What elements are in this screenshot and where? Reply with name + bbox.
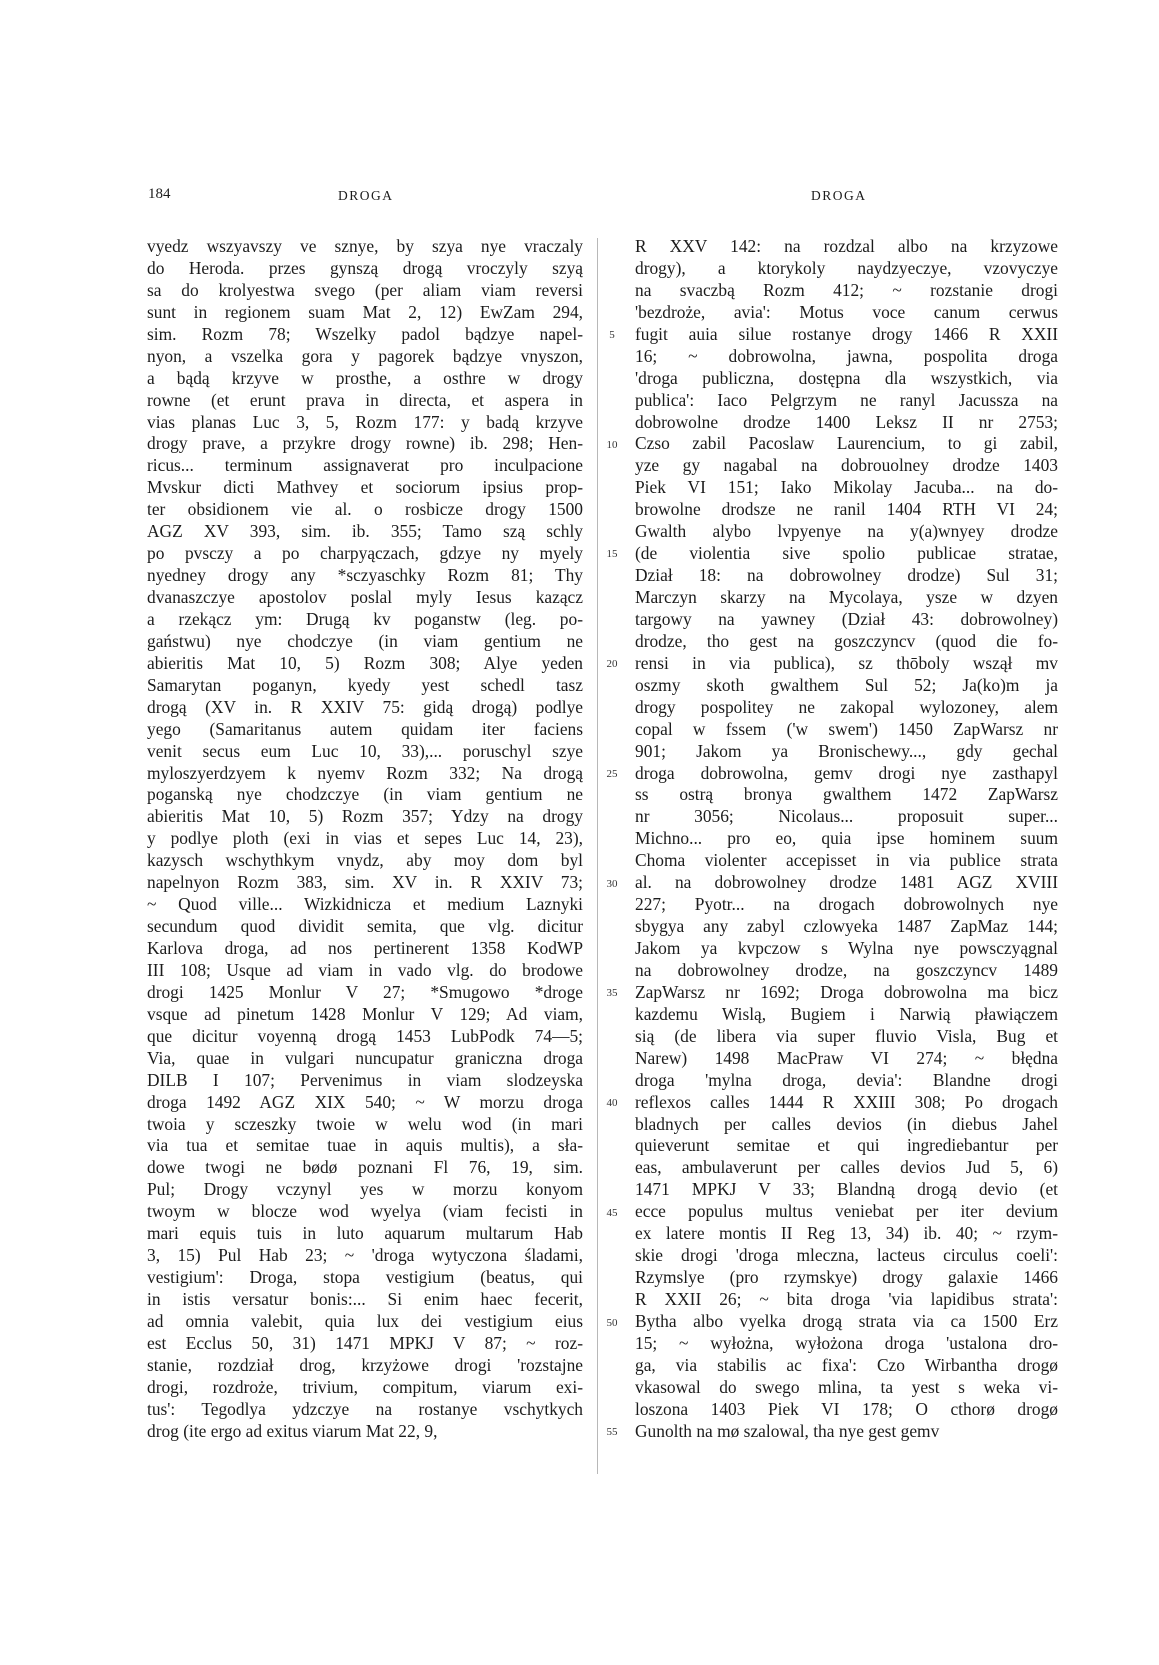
text-line: Michno... pro eo, quia ipse hominem suum [635,828,1058,849]
text-line: Via, quae in vulgari nuncupatur graniczna droga [147,1047,583,1068]
text-line: twoym w blocze wod wyelya (viam fecisti in [147,1201,583,1222]
text-line: drodze, tho gest na goszczyncv (quod die fo- [635,630,1058,651]
text-line: droga dobrowolna, gemv drogi nye zasthapyl [635,762,1058,783]
text-line: sbygya any zabyl czlowyeka 1487 ZapMaz 144; [635,916,1058,937]
text-line: dowe twogi ne bødø poznani Fl 76, 19, sim. [147,1157,583,1178]
text-line: do Heroda. przes gynszą drogą vroczyly szyą [147,257,583,278]
text-line: abieritis Mat 10, 5) Rozm 308; Alye yeden [147,652,583,673]
text-line: abieritis Mat 10, 5) Rozm 357; Ydzy na drogy [147,806,583,827]
text-line: III 108; Usque ad viam in vado vlg. do brodowe [147,959,583,980]
text-line: droga 1492 AGZ XIX 540; ~ W morzu droga [147,1091,583,1112]
text-line: nr 3056; Nicolaus... proposuit super... [635,806,1058,827]
text-line: drogy), a ktorykoly naydzyeczye, vzovyczye [635,257,1058,278]
line-number: 15 [606,548,618,561]
text-line: R XXV 142: na rozdzal albo na krzyzowe [635,236,1058,256]
text-line: drogi, rozdroże, trivium, compitum, viarum exi- [147,1376,583,1397]
text-line: ecce populus multus veniebat per iter devium [635,1201,1058,1222]
text-line: Czso zabil Pacoslaw Laurencium, to gi zabil, [635,433,1058,454]
text-line: 901; Jakom ya Bronischewy..., gdy gechal [635,740,1058,761]
text-line: AGZ XV 393, sim. ib. 355; Tamo szą schly [147,521,583,542]
text-line: reflexos calles 1444 R XXIII 308; Po drogach [635,1091,1058,1112]
text-line: dobrowolne drodze 1400 Leksz II nr 2753; [635,411,1058,432]
text-line: vkasowal do swego mlina, ta yest s weka vi- [635,1376,1058,1397]
text-line: a bądą krzyve w prosthe, a osthre w drogy [147,367,583,388]
text-line: dvanaszczye apostolov poslal myly Iesus kazącz [147,587,583,607]
text-line: mari equis tuis in luto aquarum multarum Hab [147,1223,583,1244]
running-head-right: DROGA [811,188,867,203]
text-line: que dicitur voyenną drogą 1453 LubPodk 74—5; [147,1025,583,1046]
text-line: Bytha albo vyelka drogą strata via ca 1500 Erz [635,1310,1058,1331]
text-line: drogy prave, a przykre drogy rowne) ib. 298; Hen- [147,433,583,454]
text-line: R XXII 26; ~ bita droga 'via lapidibus strata': [635,1289,1058,1309]
text-line: 16; ~ dobrowolna, jawna, pospolita droga [635,345,1058,366]
text-line: Gunolth na mø szalowal, tha nye gest gemv [635,1420,940,1441]
text-line: twoia y sczeszky twoie w welu wod (in mari [147,1113,583,1134]
text-line: ex latere montis II Reg 13, 34) ib. 40; ~ rzym- [635,1223,1058,1244]
text-line: ad omnia valebit, quia lux dei vestigium eius [147,1310,583,1331]
text-line: kazysch wschythkym vnydz, aby moy dom byl [147,850,583,871]
text-line: 'droga publiczna, dostępna dla wszystkich, via [635,367,1058,388]
text-line: Piek VI 151; Iako Mikolay Jacuba... na do- [635,477,1058,498]
text-line: Pul; Drogy vczynyl yes w morzu konyom [147,1179,583,1200]
text-line: drog (ite ergo ad exitus viarum Mat 22, 9, [147,1420,438,1441]
text-line: poganską nye chodzczye (in viam gentium ne [147,784,583,805]
text-line: quieverunt semitae et qui ingrediebantur per [635,1135,1058,1156]
text-line: Jakom ya kvpczow s Wylna nye powsczyągnal [635,938,1058,958]
text-line: tus': Tegodlya ydzczye na rostanye vschytkych [147,1398,583,1419]
line-number: 10 [606,438,618,451]
text-line: Karlova droga, ad nos pertinerent 1358 KodWP [147,938,583,958]
text-line: ricus... terminum assignaverat pro inculpacione [147,455,583,476]
text-line: rowne (et erunt prava in directa, et aspera in [147,389,583,410]
text-line: eas, ambulaverunt per calles devios Jud 5, 6) [635,1157,1058,1178]
text-line: al. na dobrowolney drodze 1481 AGZ XVIII [635,872,1058,893]
column-divider [597,238,598,1474]
text-line: drogy pospolitey ne zakopal wylozoney, alem [635,696,1058,717]
text-line: Samarytan poganyn, kyedy yest schedl tasz [147,674,583,695]
text-line: vias planas Luc 3, 5, Rozm 177: y badą krzyve [147,411,583,432]
text-line: sim. Rozm 78; Wszelky padol bądzye napel- [147,323,583,344]
text-line: Choma violenter accepisset in via publice strata [635,850,1058,871]
text-line: Mvskur dicti Mathvey et sociorum ipsius prop- [147,477,583,498]
text-line: ga, via stabilis ac fixa': Czo Wirbantha drogø [635,1354,1058,1375]
text-line: rensi in via publica), sz thōboly wszął mv [635,652,1058,673]
text-line: nyon, a vszelka gora y pagorek bądzye vnyszon, [147,345,583,366]
text-line: yego (Samaritanus autem quidam iter faciens [147,718,583,739]
text-line: targowy na yawney (Dział 43: dobrowolney) [635,608,1058,629]
text-line: sią (de libera via super fluvio Visla, Bug et [635,1025,1058,1046]
text-line: ss ostrą bronya gwalthem 1472 ZapWarsz [635,784,1058,805]
text-line: gaństwu) nye chodczye (in viam gentium ne [147,630,583,651]
line-number: 40 [606,1097,618,1110]
text-line: yze gy nagabal na dobrouolney drodze 1403 [635,455,1058,476]
left-text-column [147,236,583,1443]
text-line: publica': Iaco Pelgrzym ne ranyl Jacussza na [635,389,1058,410]
text-line: a rzekącz ym: Drugą kv poganstw (leg. po- [147,608,583,629]
line-number: 50 [606,1316,618,1329]
text-line: droga 'mylna droga, devia': Blandne drogi [635,1069,1058,1090]
text-line: stanie, rozdział drog, krzyżowe drogi 'rozstajne [147,1354,583,1375]
text-line: Rzymslye (pro rzymskye) drogy galaxie 1466 [635,1267,1058,1288]
line-number: 30 [606,877,618,890]
text-line: drogi 1425 Monlur V 27; *Smugowo *droge [147,981,583,1002]
page-number: 184 [148,186,171,202]
text-line: sa do krolyestwa svego (per aliam viam reversi [147,279,583,300]
text-line: po pvsczy a po charpyączach, gdzye ny myely [147,543,583,564]
text-line: vyedz wszyavszy ve sznye, by szya nye vraczaly [147,236,583,256]
text-line: 227; Pyotr... na drogach dobrowolnych nye [635,894,1058,915]
text-line: DILB I 107; Pervenimus in viam slodzeyska [147,1069,583,1090]
line-number: 35 [606,987,618,1000]
line-number: 5 [609,328,615,341]
text-line: 1471 MPKJ V 33; Blandną drogą devio (et [635,1179,1058,1200]
text-line: Dział 18: na dobrowolney drodze) Sul 31; [635,565,1058,586]
text-line: Narew) 1498 MacPraw VI 274; ~ błędna [635,1047,1058,1068]
text-line: kazdemu Wislą, Bugiem i Narwią pławiączem [635,1003,1058,1024]
text-line: napelnyon Rozm 383, sim. XV in. R XXIV 73; [147,872,583,893]
text-line: ter obsidionem vie al. o rosbicze drogy 1500 [147,499,583,520]
text-line: vestigium': Droga, stopa vestigium (beatus, qui [147,1267,583,1288]
text-line: drogą (XV in. R XXIV 75: gidą drogą) podlye [147,696,583,717]
text-line: na svaczbą Rozm 412; ~ rozstanie drogi [635,279,1058,300]
text-line: loszona 1403 Piek VI 178; O cthorø drogø [635,1398,1058,1419]
text-line: in istis versatur bonis:... Si enim haec fecerit, [147,1289,583,1309]
text-line: (de violentia sive spolio publicae stratae, [635,543,1058,564]
text-line: 'bezdroże, avia': Motus voce canum cerwus [635,301,1058,322]
line-number: 45 [606,1206,618,1219]
text-line: 3, 15) Pul Hab 23; ~ 'droga wytyczona śladami, [147,1245,583,1266]
text-line: browolne drodsze ne ranil 1404 RTH VI 24; [635,499,1058,520]
text-line: y podlye ploth (exi in vias et sepes Luc 14, 23), [147,828,583,849]
text-line: vsque ad pinetum 1428 Monlur V 129; Ad viam, [147,1003,583,1024]
text-line: Gwalth alybo lvpyenye na y(a)wnyey drodze [635,521,1058,542]
line-number: 55 [606,1426,618,1439]
right-text-column [635,236,1058,1443]
line-number: 25 [606,767,618,780]
text-line: myloszyerdzyem k nyemv Rozm 332; Na drogą [147,762,583,783]
text-line: 15; ~ wyłożna, wyłożona droga 'ustalona dro- [635,1332,1058,1353]
text-line: sunt in regionem suam Mat 2, 12) EwZam 294, [147,301,583,322]
line-number: 20 [606,658,618,671]
text-line: venit secus eum Luc 10, 33),... poruschyl szye [147,740,583,761]
text-line: secundum quod dividit semita, que vlg. dicitur [147,916,583,937]
running-head-left: DROGA [338,188,394,203]
text-line: Marczyn skarzy na Mycolaya, ysze w dzyen [635,587,1058,607]
text-line: skie drogi 'droga mleczna, lacteus circulus coeli': [635,1245,1058,1266]
text-line: copal w fssem ('w swem') 1450 ZapWarsz nr [635,718,1058,739]
text-line: est Ecclus 50, 31) 1471 MPKJ V 87; ~ roz- [147,1332,583,1353]
text-line: oszmy skoth gwalthem Sul 52; Ja(ko)m ja [635,674,1058,695]
text-line: via tua et semitae tuae in aquis multis), a sła- [147,1135,583,1156]
text-line: ~ Quod ville... Wizkidnicza et medium Laznyki [147,894,583,915]
text-line: nyedney drogy any *sczyaschky Rozm 81; Thy [147,565,583,586]
text-line: na dobrowolney drodze, na goszczyncv 1489 [635,959,1058,980]
text-line: ZapWarsz nr 1692; Droga dobrowolna ma bicz [635,981,1058,1002]
text-line: fugit auia silue rostanye drogy 1466 R XXII [635,323,1058,344]
text-line: bladnych per calles devios (in diebus Jahel [635,1113,1058,1134]
